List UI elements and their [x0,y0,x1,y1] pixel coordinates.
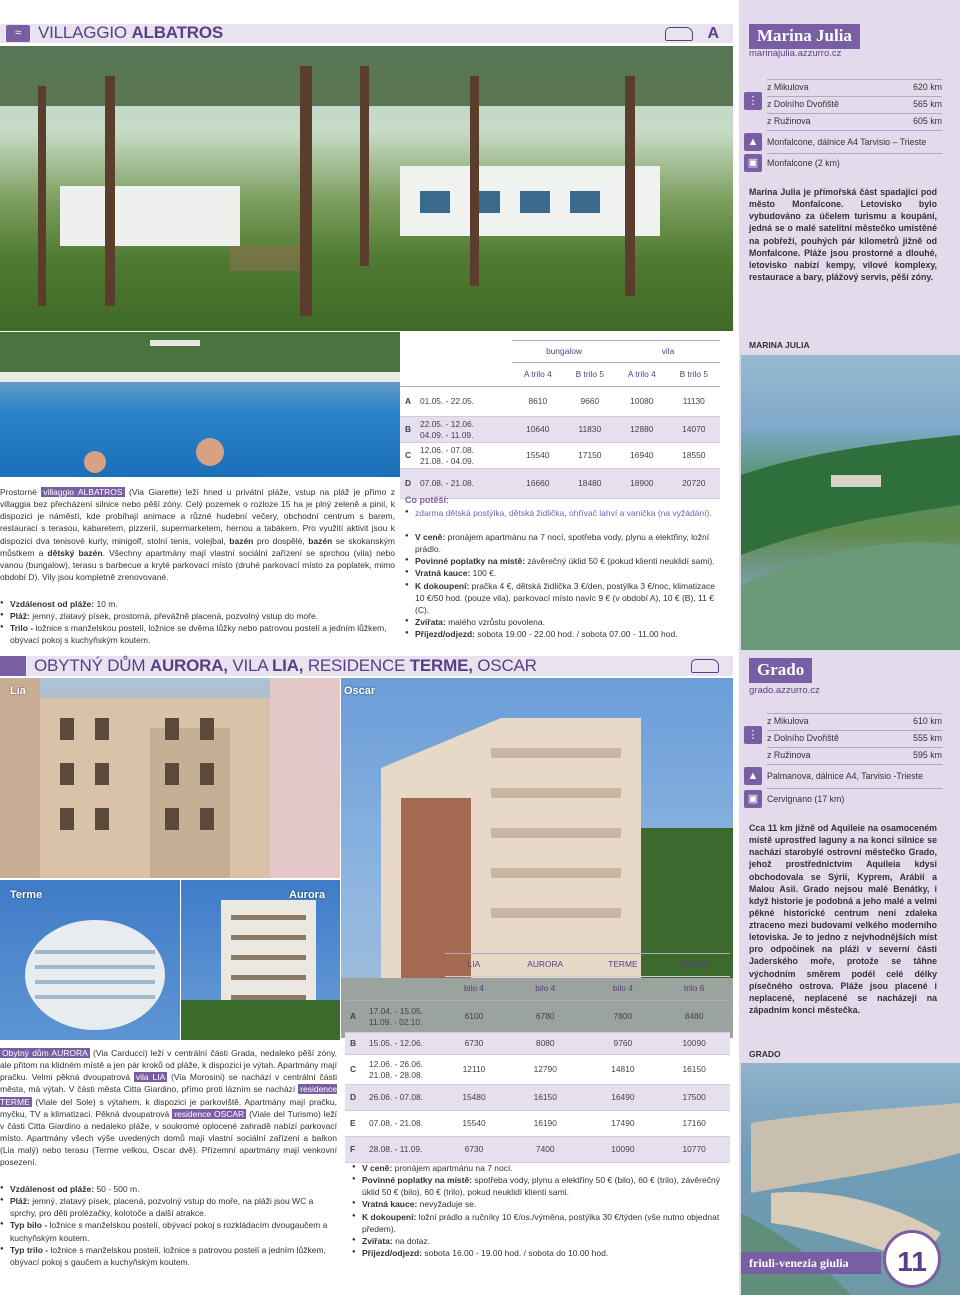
distance-row: z Ružinova 595 km [767,747,942,762]
aurora-photo [181,880,340,1040]
table-row: B 22.05. - 12.06. 04.09. - 11.09. 10640 11830 12880 14070 [400,417,720,443]
list-item: ● Vratná kauce: 100 €. [405,567,725,579]
albatros-price-table [400,340,720,499]
distance-row: z Ružinova 605 km [767,113,942,128]
column-subheader: bilo 4 [445,977,503,1001]
marina-julia-description: Marina Julia je přímořská část spadající pod město Monfalcone. Letovisko bylo vybudováno za účelem turismu a koupání, jedná se o malé satelitní městečko umístěné na pobřeží, pouhých pár kilometrů jižně od Monfalcone. Pláže jsou prostorné a dlouhé, letovisko nabízí kempy, vilové komplexy, restaurace a bary, plážový servis, pěší zóny. [749,187,937,282]
albatros-pool-photo [0,332,400,477]
grado-title: Grado [749,658,812,683]
road-info: Palmanova, dálnice A4, Tarvisio -Trieste [767,771,923,781]
list-item: ● Typ trilo - ložnice s manželskou postelí, ložnice s patrovou postelí a jedním lůžkem, obývací pokoj s gaučem a kuchyňským koutem. [0,1244,337,1268]
column-header: OSCAR [658,954,730,977]
table-row: A 17.04. - 15.05. 11.09. - 02.10. 6100 6780 7800 8480 [345,1001,730,1033]
grado-description: Cca 11 km jižně od Aquileie na osamoceném místě uprostřed laguny a na konci silnice se nachází starobylé ostrovní městečko Grado, jehož prostřednictvím Aquileia kdysi obchodovala se Sýrií, Kyprem, Arábií a Malou Asií. Grado nejsou malé Benátky, i když historie je podobná a jeho malé a velmi pěkné historické centrum není zdaleka ztraceno mezi budovami velkého moderního letoviska. Je to jedno z nejvhodnějších míst pro odpočinek na pláži v severní části Jaderského moře, protože se táhne východním směrem podél celé délky písečného ostrova. Pláže jsou placené i neplacené, neplacené se nacházejí na západním konci městečka. [749,823,937,1015]
list-item: ● Pláž: jemný, zlatavý písek, prostorná, převážně placená, pozvolný vstup do moře. [0,610,395,622]
table-group-bungalow: bungalow [512,341,616,363]
highlight-lia: vila LIA [135,1072,166,1083]
list-item: ● K dokoupení: ložní prádlo a ručníky 10 €/os./výměna, postýlka 30 €/týden (vše nutno objednat předem). [352,1211,732,1235]
albatros-header [0,24,733,43]
list-item: ● Vzdálenost od pláže: 10 m. [0,598,395,610]
co-potesi-list [405,507,725,519]
list-item: ● Povinné poplatky na místě: spotřeba vody, plynu a elektřiny 50 € (bilo), 60 € (trilo), závěrečný úklid 50 € (bilo), 60 € (trilo), pokud neuklidí klienti sami. [352,1174,732,1198]
distance-row: z Mikulova 610 km [767,713,942,728]
swimming-icon: ≈ [6,25,30,42]
table-row: D 26.06. - 07.08. 15480 16150 16490 17500 [345,1085,730,1111]
aurora-title: OBYTNÝ DŮM AURORA, VILA LIA, RESIDENCE TERME, OSCAR [34,655,537,675]
albatros-bullets [0,598,395,647]
road-icon: ⋮ [744,726,762,744]
albatros-garden-photo [0,46,733,331]
train-icon: ▣ [744,790,762,808]
aurora-description: Obytný dům AURORA (Via Carducci) leží v centrální části Grada, nedaleko pěší zóny, ale přitom na klidném místě a jen pár kroků od pláže, k dispozici je výtah. Apartmány mají pračku. Velmi pěkná dvoupatrová vila LIA (Via Morosini) se nachází v centrální části města, má výtah. V části města Citta Giardino, přímo proti lázním se nachází residence TERME (Viale del Sole) s výtahem, k dispozici je parkoviště. Apartmány mají pračku, myčku, TV a klimatizaci. Pěkná dvoupatrová residence OSCAR (Viale del Turismo) leží v části Citta Giardino a nedaleko pláže, v soukromé oplocené zahradě nabízí parkovací místo. Apartmány všech výše uvedených domů mají vlastní sociální zařízení a balkon (Lia malý) nebo terasu (Terme velkou, Oscar dvě). Přízemní apartmány mají venkovní posezení. [0,1048,337,1168]
column-header: A trilo 4 [512,363,564,387]
albatros-conditions [405,531,725,640]
column-header: B trilo 5 [564,363,616,387]
distance-row: z Mikulova 620 km [767,79,942,94]
column-subheader: bilo 4 [503,977,588,1001]
column-subheader: bilo 4 [588,977,659,1001]
aurora-header [0,656,733,676]
highlight-aurora: Obytný dům AURORA [2,1048,88,1058]
table-row: C 12.06. - 07.08. 21.08. - 04.09. 15540 17150 16940 18550 [400,443,720,469]
region-label: friuli-venezia giulia [741,1252,881,1274]
divider [767,788,942,789]
divider [767,153,942,154]
photo-label: Terme [10,889,43,901]
distance-row: z Dolního Dvořiště 565 km [767,96,942,111]
column-header: LIA [445,954,503,977]
highlight-terme: residence TERME [0,1084,337,1107]
car-icon [691,659,719,673]
road-icon: ⋮ [744,92,762,110]
list-item: ● Vratná kauce: nevyžaduje se. [352,1198,732,1210]
list-item: ● Příjezd/odjezd: sobota 19.00 - 22.00 hod. / sobota 07.00 - 11.00 hod. [405,628,725,640]
list-item: ● Trilo - ložnice s manželskou postelí, ložnice se dvěma lůžky nebo patrovou postelí a jedním lůžkem, obývací pokoj s kuchyňským koutem. [0,622,395,646]
table-row: C 12.06. - 26.06. 21.08. - 28.08. 12110 12790 14810 16150 [345,1055,730,1085]
highlight-villaggio: villaggio ALBATROS [43,487,123,497]
table-row: A 01.05. - 22.05. 8610 9660 10080 11130 [400,387,720,417]
marina-julia-title: Marina Julia [749,24,860,49]
distance-row: z Dolního Dvořiště 555 km [767,730,942,745]
column-subheader: trilo 6 [658,977,730,1001]
albatros-description: Prostorné villaggio ALBATROS (Via Giarette) leží hned u privátní pláže, vstup na pláž je přímo z villaggia bez přecházení silnice nebo pěší zóny. Celý pozemek o rozloze 15 ha je plný zeleně a pinií, k dispozici je náměstí, kde probíhají animace a různé hudební večery, obchodní centrum s barem, restaurací s terasou, kabaretem, pizzerií, supermarketem, hernou a tabákem. Pro využití aktivit jsou k dispozici dva tenisové kurty, minigolf, stolní tenis, volejbal, bazén pro dospělé, bazén se skokanským můstkem a dětský bazén. Všechny apartmány mají vlastní sociální zařízení se sprchou (vila) nebo vanou (bungalow), terasu s barbecue a kryté parkovací místo (druhé parkovací místo za poplatek, mimo období D). Vily jsou kompletně zrenovované. [0,487,395,582]
page-number: 11 [883,1230,941,1288]
highway-icon: ▲ [744,767,762,785]
highlight-oscar: residence OSCAR [174,1108,245,1119]
aurora-bullets [0,1183,337,1268]
marina-julia-photo [741,355,960,650]
albatros-title: VILLAGGIO ALBATROS [38,23,224,43]
grado-photo-label: GRADO [749,1049,781,1059]
column-header: AURORA [503,954,588,977]
terme-photo [0,880,180,1040]
marina-julia-url[interactable]: marinajulia.azzurro.cz [749,48,842,59]
grado-url[interactable]: grado.azzurro.cz [749,685,820,696]
list-item: ● Typ bilo - ložnice s manželskou postelí, obývací pokoj s rozkládacím dvougaučem a kuchyňským koutem. [0,1219,337,1243]
train-info: Monfalcone (2 km) [767,158,840,168]
list-item: ● V ceně: pronájem apartmánu na 7 nocí. [352,1162,732,1174]
list-item: ● Příjezd/odjezd: sobota 16.00 - 19.00 hod. / sobota do 10.00 hod. [352,1247,732,1259]
table-row: D 07.08. - 21.08. 16660 18480 18900 20720 [400,469,720,499]
list-item: ● Pláž: jemný, zlatavý písek, placená, pozvolný vstup do moře, na pláži jsou WC a sprchy, pro děti prolézačky, kolotoče a další atrakce. [0,1195,337,1219]
table-row: B 15.05. - 12.06. 6730 8080 9760 10090 [345,1033,730,1055]
column-header: A trilo 4 [616,363,668,387]
list-item: ● Povinné poplatky na místě: závěrečný úklid 50 € (pokud klienti neuklidí sami). [405,555,725,567]
table-row: F 28.08. - 11.09. 6730 7400 10090 10770 [345,1137,730,1163]
aurora-price-table [345,953,730,1163]
train-info: Cervignano (17 km) [767,794,845,804]
column-header: TERME [588,954,659,977]
divider [767,130,942,131]
train-icon: ▣ [744,154,762,172]
column-header: B trilo 5 [668,363,720,387]
list-item: ● Zvířata: malého vzrůstu povolena. [405,616,725,628]
lia-photo [0,678,340,878]
photo-label: Oscar [344,685,376,697]
table-group-vila: vila [616,341,720,363]
marina-julia-photo-label: MARINA JULIA [749,340,810,350]
co-potesi-title: Co potěší: [405,495,449,505]
list-item: ● K dokoupení: pračka 4 €, dětská židlička 3 €/den, postýlka 3 €/noc, klimatizace 10 €/50 hod. (pouze vila), parkovací místo navíc 9 € (v období A), 10 € (B), 11 € (C). [405,580,725,616]
highway-icon: ▲ [744,133,762,151]
header-letter: A [707,24,719,42]
divider [767,764,942,765]
list-item: ● Vzdálenost od pláže: 50 - 500 m. [0,1183,337,1195]
road-info: Monfalcone, dálnice A4 Tarvisio – Trieste [767,137,927,147]
list-item: ● zdarma dětská postýlka, dětská židlička, ohřívač lahví a vanička (na vyžádání). [405,507,725,519]
photo-label: Lia [10,685,26,697]
table-row: E 07.08. - 21.08. 15540 16190 17490 17160 [345,1111,730,1137]
list-item: ● V ceně: pronájem apartmánu na 7 nocí, spotřeba vody, plynu a elektřiny, ložní prádlo. [405,531,725,555]
car-icon [665,27,693,41]
photo-label: Aurora [289,889,326,901]
aurora-conditions [352,1162,732,1259]
header-accent [0,656,26,676]
list-item: ● Zvířata: na dotaz. [352,1235,732,1247]
